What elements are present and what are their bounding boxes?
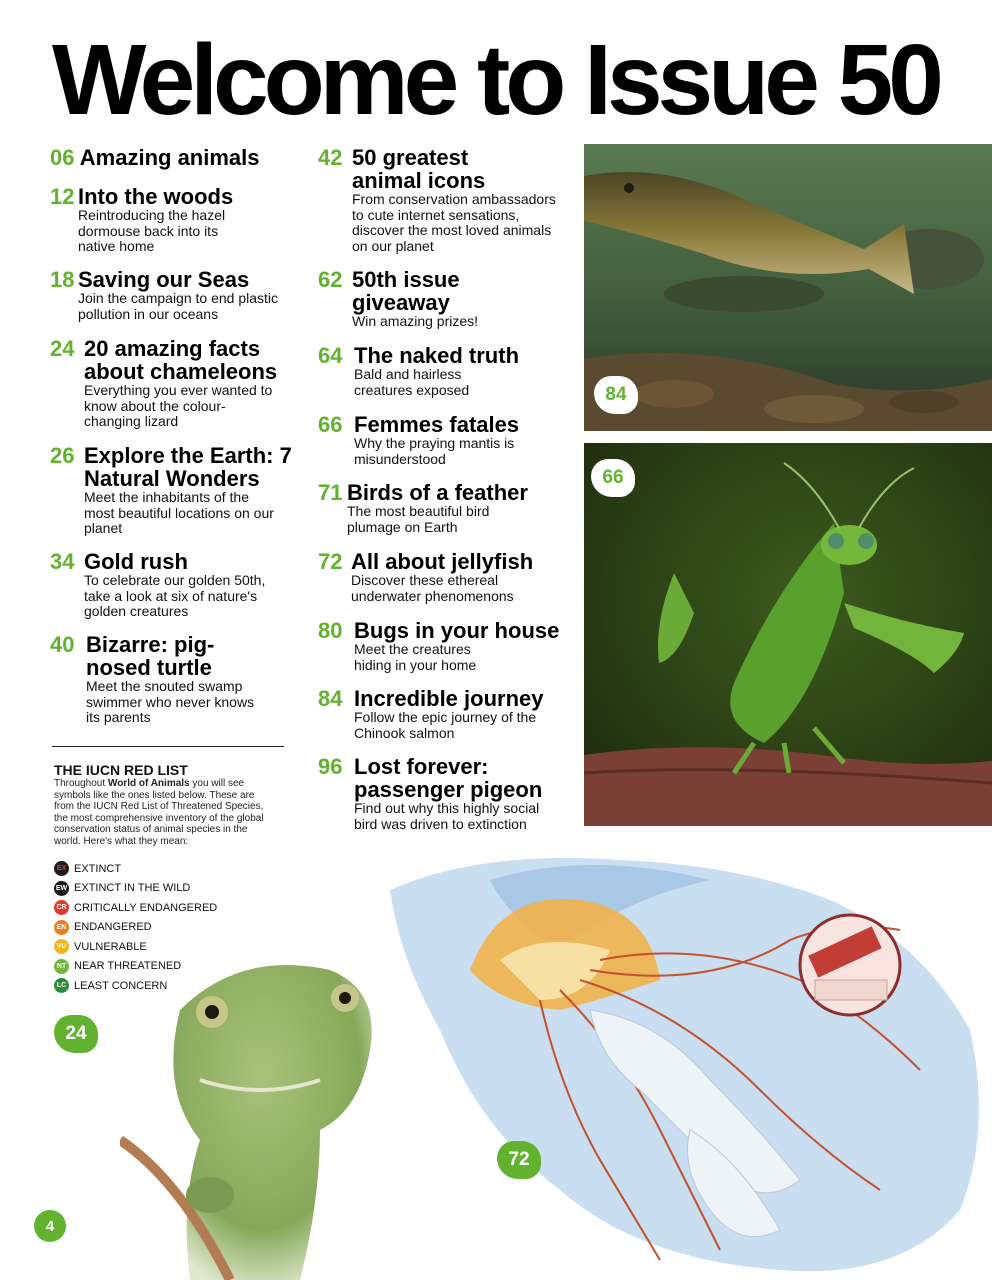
contents-entry[interactable] <box>318 755 568 832</box>
entry-title: 20 amazing facts about chameleons <box>84 336 278 384</box>
mantis-image <box>584 443 992 826</box>
entry-page-number: 06 <box>50 145 75 170</box>
salmon-image <box>584 144 992 431</box>
contents-entry[interactable] <box>318 481 568 535</box>
page-number: 4 <box>34 1210 66 1242</box>
iucn-legend <box>54 859 217 996</box>
entry-description: The most beautiful bird plumage on Earth <box>347 503 490 535</box>
iucn-title: THE IUCN RED LIST <box>54 762 188 778</box>
contents-entry[interactable] <box>50 185 290 255</box>
entry-title: Lost forever: passenger pigeon <box>354 754 543 802</box>
entry-page-number: 40 <box>50 632 75 657</box>
contents-entry[interactable] <box>50 146 300 169</box>
entry-page-number: 96 <box>318 754 343 779</box>
legend-label: ENDANGERED <box>74 921 152 934</box>
entry-description: Join the campaign to end plastic pollution in our oceans <box>78 290 279 322</box>
jellyfish-illustration <box>360 830 992 1280</box>
entry-description: Win amazing prizes! <box>352 313 479 329</box>
entry-page-number: 12 <box>50 184 75 209</box>
legend-label: NEAR THREATENED <box>74 960 182 973</box>
contents-entry[interactable] <box>318 550 568 604</box>
salmon-photo[interactable] <box>584 144 992 431</box>
legend-item <box>54 859 217 879</box>
entry-title: Bizarre: pig-nosed turtle <box>86 632 215 680</box>
entry-description: Discover these ethereal underwater phenomenons <box>351 572 514 604</box>
legend-label: LEAST CONCERN <box>74 979 168 992</box>
status-en-icon: EN <box>54 920 69 935</box>
legend-item <box>54 898 217 918</box>
status-vu-icon: VU <box>54 939 69 954</box>
legend-item <box>54 879 217 899</box>
entry-description: Find out why this highly social bird was driven to extinction <box>354 800 540 832</box>
contents-entry[interactable] <box>318 344 568 398</box>
entry-title: Birds of a feather <box>347 480 528 505</box>
legend-label: EXTINCT IN THE WILD <box>74 882 191 895</box>
entry-title: Saving our Seas <box>78 267 250 292</box>
entry-page-number: 26 <box>50 443 75 468</box>
entry-title: Bugs in your house <box>354 618 560 643</box>
entry-page-number: 34 <box>50 549 75 574</box>
contents-entry[interactable] <box>318 268 568 330</box>
entry-page-number: 71 <box>318 480 343 505</box>
entry-title: Amazing animals <box>79 145 260 170</box>
entry-description: Reintroducing the hazel dormouse back into its native home <box>78 207 226 254</box>
iucn-intro-text: Throughout <box>54 778 108 789</box>
page-badge: 72 <box>497 1141 541 1179</box>
contents-entry[interactable] <box>318 687 568 741</box>
entry-title: Explore the Earth: 7 Natural Wonders <box>84 443 292 491</box>
entry-page-number: 62 <box>318 267 343 292</box>
entry-page-number: 64 <box>318 343 343 368</box>
entry-page-number: 84 <box>318 686 343 711</box>
contents-entry[interactable] <box>50 550 300 620</box>
status-cr-icon: CR <box>54 900 69 915</box>
iucn-intro-text: you will see symbols like the ones listed below. These are from the IUCN Red List of Threatened Species, the most comprehensive inventory of the global conservation status of animal species in the world. Here's what they mean: <box>54 778 264 847</box>
entry-description: Meet the creatures hiding in your home <box>354 641 477 673</box>
page-badge: 66 <box>591 459 635 497</box>
entry-title: Gold rush <box>84 549 188 574</box>
legend-label: EXTINCT <box>74 862 122 875</box>
page-title: Welcome to Issue 50 <box>52 24 939 136</box>
entry-title: All about jellyfish <box>351 549 534 574</box>
contents-entry[interactable] <box>318 146 568 254</box>
section-divider <box>52 746 284 747</box>
entry-description: Why the praying mantis is misunderstood <box>354 435 515 467</box>
entry-title: 50th issue giveaway <box>352 267 460 315</box>
status-lc-icon: LC <box>54 978 69 993</box>
legend-item <box>54 937 217 957</box>
entry-description: From conservation ambassadors to cute internet sensations, discover the most loved animals on our planet <box>352 191 556 254</box>
contents-entry[interactable] <box>50 268 300 322</box>
iucn-intro <box>54 778 269 848</box>
contents-entry[interactable] <box>318 619 568 673</box>
legend-item <box>54 918 217 938</box>
entry-description: Bald and hairless creatures exposed <box>354 366 470 398</box>
legend-label: CRITICALLY ENDANGERED <box>74 901 218 914</box>
entry-title: The naked truth <box>354 343 520 368</box>
entry-title: Femmes fatales <box>354 412 520 437</box>
entry-title: Incredible journey <box>354 686 544 711</box>
status-nt-icon: NT <box>54 959 69 974</box>
entry-description: Meet the inhabitants of the most beautiful locations on our planet <box>84 489 274 536</box>
contents-entry[interactable] <box>50 337 300 430</box>
entry-description: Everything you ever wanted to know about the colour-changing lizard <box>84 382 273 429</box>
iucn-brand: World of Animals <box>107 778 190 789</box>
entry-page-number: 72 <box>318 549 343 574</box>
entry-description: Meet the snouted swamp swimmer who never knows its parents <box>86 678 255 725</box>
legend-label: VULNERABLE <box>74 940 147 953</box>
page-badge: 84 <box>594 376 638 414</box>
entry-page-number: 18 <box>50 267 75 292</box>
status-ew-icon: EW <box>54 881 69 896</box>
contents-entry[interactable] <box>50 633 300 726</box>
entry-page-number: 24 <box>50 336 75 361</box>
entry-title: 50 greatest animal icons <box>352 145 486 193</box>
entry-page-number: 42 <box>318 145 343 170</box>
legend-item <box>54 976 217 996</box>
legend-item <box>54 957 217 977</box>
mantis-photo[interactable] <box>584 443 992 826</box>
status-ex-icon: EX <box>54 861 69 876</box>
entry-page-number: 80 <box>318 618 343 643</box>
contents-entry[interactable] <box>318 413 568 467</box>
contents-entry[interactable] <box>50 444 305 537</box>
page-badge: 24 <box>54 1015 98 1053</box>
entry-page-number: 66 <box>318 412 343 437</box>
entry-description: To celebrate our golden 50th, take a look at six of nature's golden creatures <box>84 572 266 619</box>
entry-title: Into the woods <box>78 184 234 209</box>
entry-description: Follow the epic journey of the Chinook salmon <box>354 709 537 741</box>
